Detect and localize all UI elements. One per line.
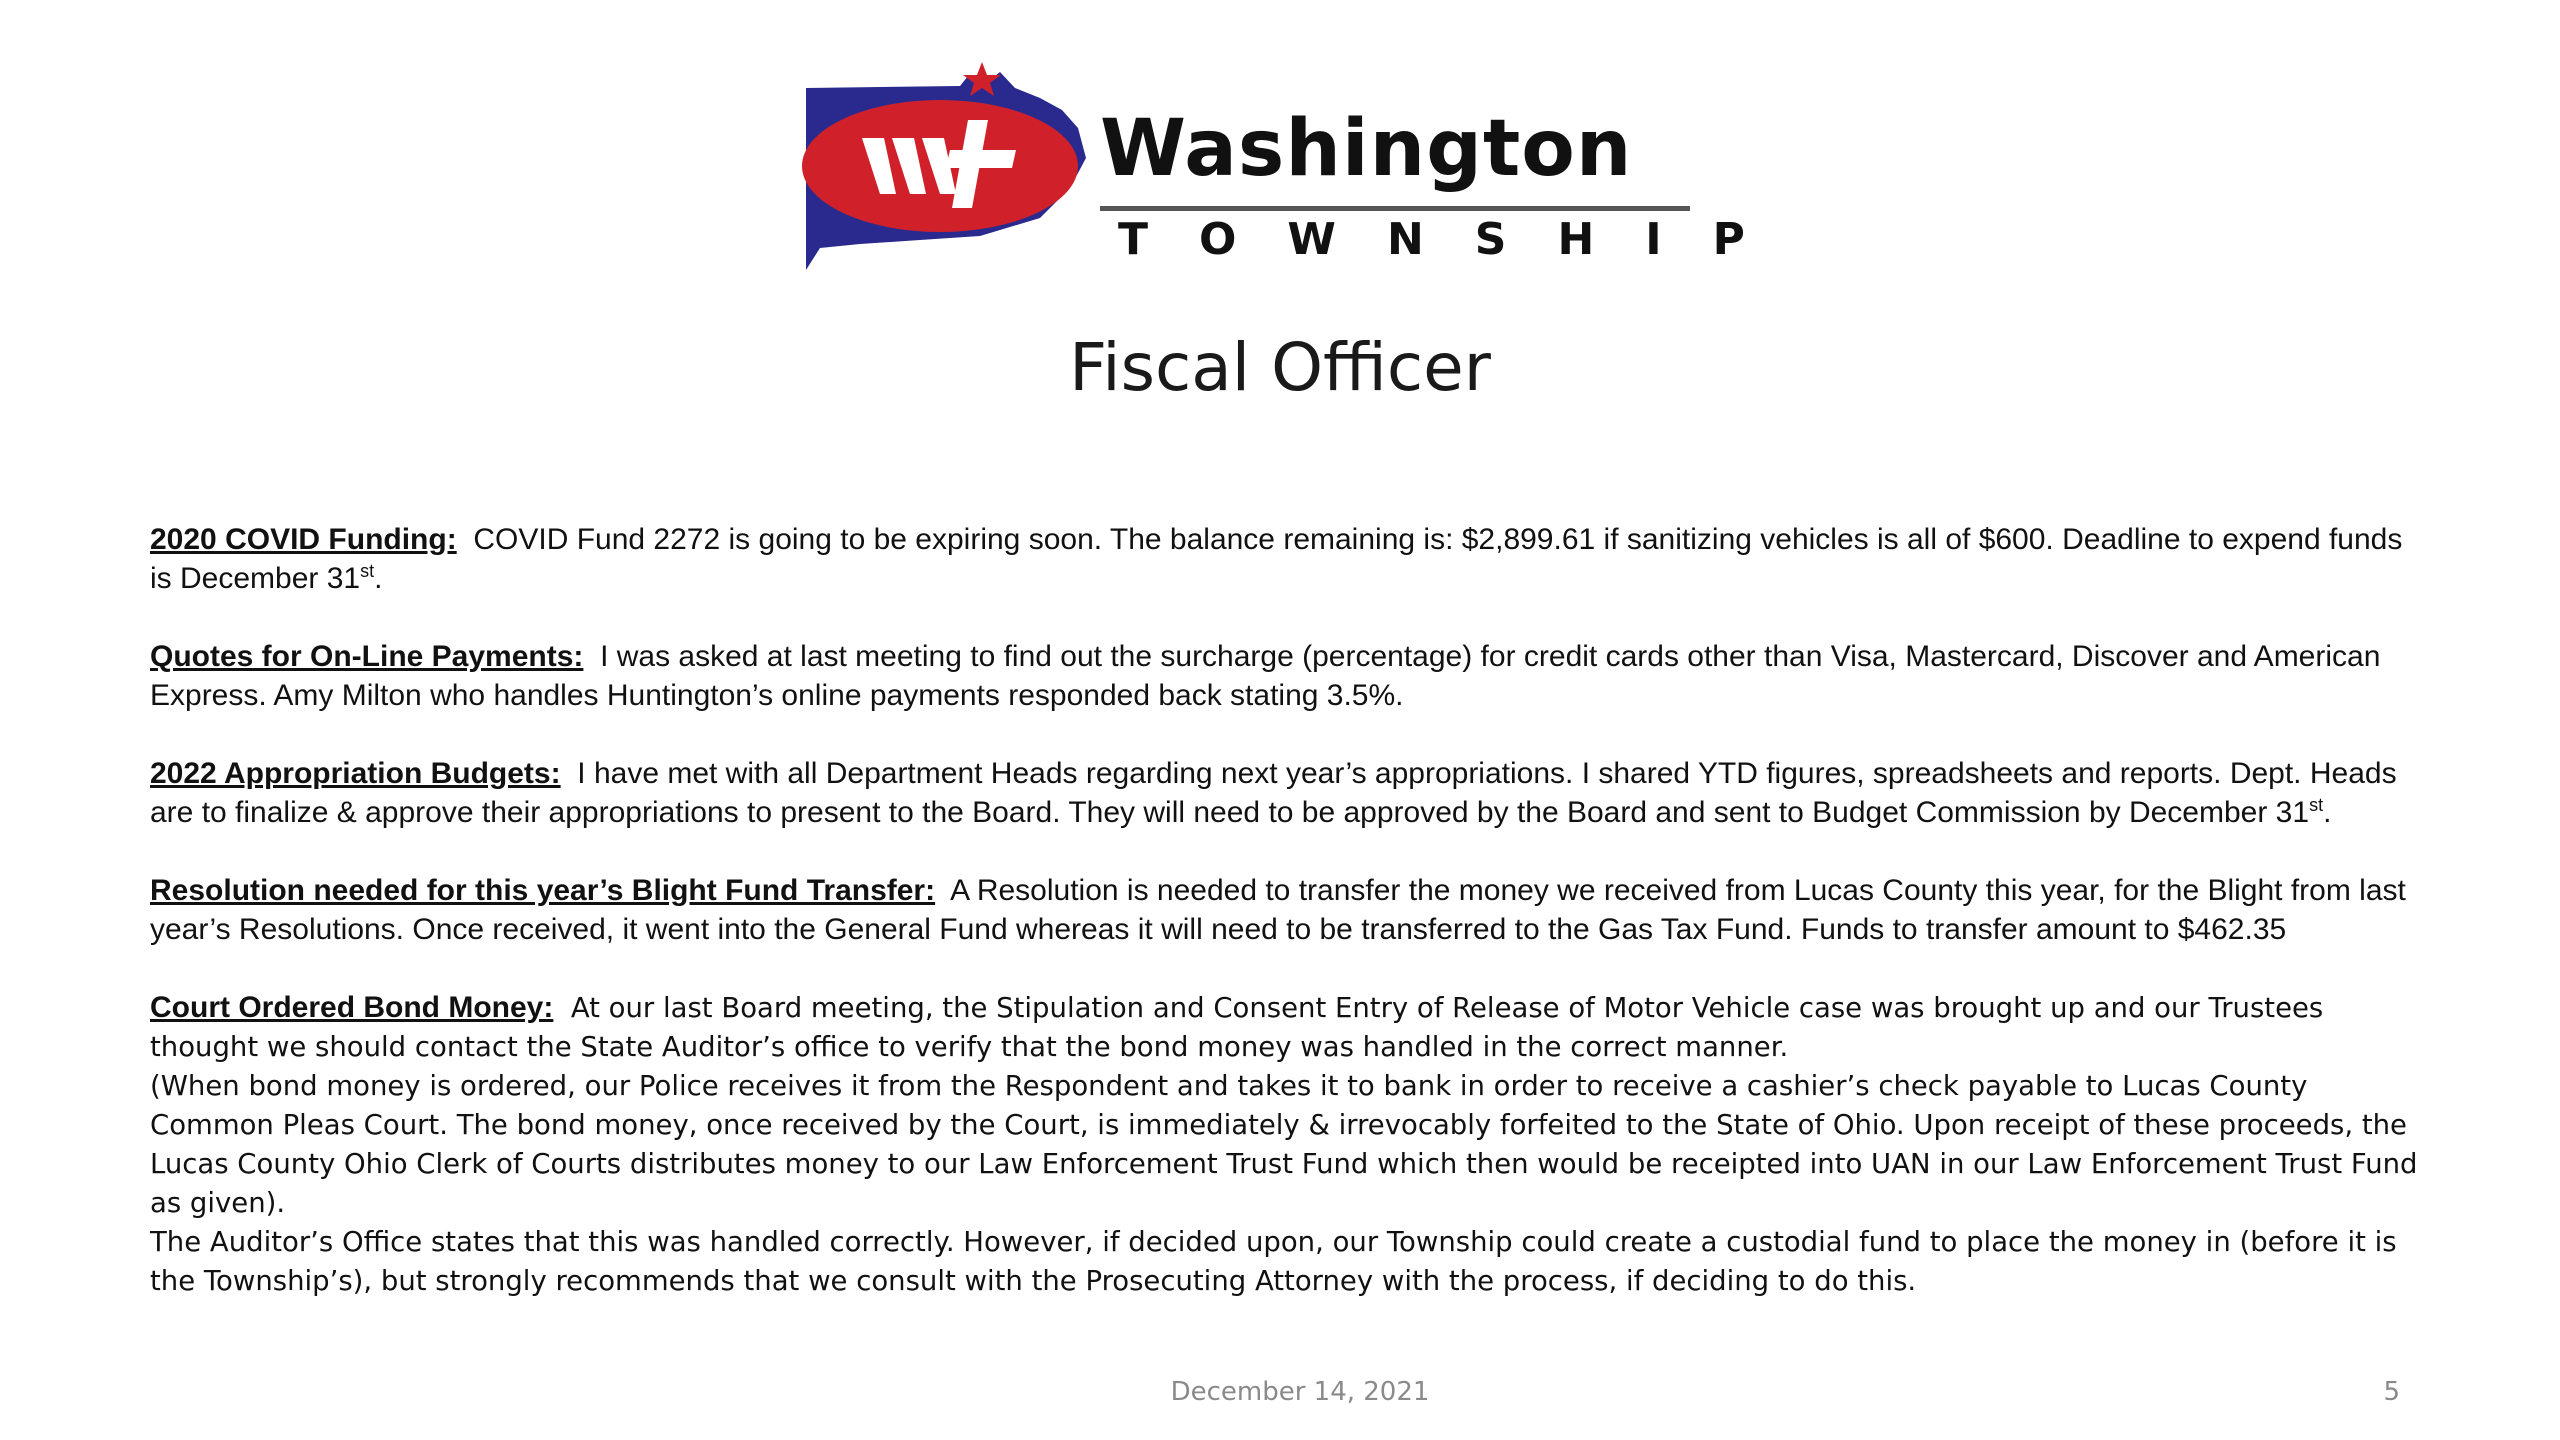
section-text-conclusion: The Auditor’s Office states that this was handled correctly. However, if decided upon, our Township could create a custodial fund to place the money in (before it is the Township’s), but strongly recommends that we consult with the Prosecuting Attorney with the process, if deciding to do this. bbox=[150, 1226, 2397, 1297]
logo-divider bbox=[1100, 206, 1690, 211]
section-appropriation-budgets bbox=[150, 754, 2430, 832]
page-title: Fiscal Officer bbox=[1069, 329, 1491, 406]
section-text: I have met with all Department Heads regarding next year’s appropriations. I shared YTD figures, spreadsheets and reports. Dept. Heads are to finalize & approve their appropriations to present to the Board. They will need to be approved by the Board and sent to Budget Commission by December 31 bbox=[150, 757, 2397, 829]
section-court-ordered-bond bbox=[150, 988, 2430, 1301]
ordinal-suffix: st bbox=[2309, 795, 2324, 815]
section-covid-funding bbox=[150, 520, 2430, 598]
ordinal-suffix: st bbox=[360, 561, 375, 581]
section-heading: 2020 COVID Funding: bbox=[150, 523, 457, 556]
logo-wordmark: Washington bbox=[1100, 104, 1633, 194]
footer-date: December 14, 2021 bbox=[1170, 1377, 1430, 1407]
section-heading: Resolution needed for this year’s Blight Fund Transfer: bbox=[150, 874, 936, 907]
sentence-end: . bbox=[2323, 796, 2332, 829]
report-body bbox=[150, 520, 2430, 1340]
section-text: A Resolution is needed to transfer the money we received from Lucas County this year, for the Blight from last year’s Resolutions. Once received, it went into the General Fund whereas it will need to be transferred to the Gas Tax Fund. Funds to transfer amount to $462.35 bbox=[150, 874, 2406, 946]
washington-township-logo bbox=[800, 58, 1796, 288]
logo-subtitle: TOWNSHIP bbox=[1118, 214, 1796, 265]
section-text-detail: (When bond money is ordered, our Police receives it from the Respondent and takes it to bank in order to receive a cashier’s check payable to Lucas County Common Pleas Court. The bond money, once received by the Court, is immediately & irrevocably forfeited to the State of Ohio. Upon receipt of these proceeds, the Lucas County Ohio Clerk of Courts distributes money to our Law Enforcement Trust Fund which then would be receipted into UAN in our Law Enforcement Trust Fund as given). bbox=[150, 1070, 2418, 1219]
section-heading: 2022 Appropriation Budgets: bbox=[150, 757, 561, 790]
section-online-payments bbox=[150, 637, 2430, 715]
section-text: At our last Board meeting, the Stipulation and Consent Entry of Release of Motor Vehicle case was brought up and our Trustees thought we should contact the State Auditor’s office to verify that the bond money was handled in the correct manner. bbox=[150, 992, 2324, 1063]
page-number: 5 bbox=[2383, 1377, 2400, 1407]
section-blight-fund-transfer bbox=[150, 871, 2430, 949]
section-text: COVID Fund 2272 is going to be expiring soon. The balance remaining is: $2,899.61 if sanitizing vehicles is all of $600. Deadline to expend funds is December 31 bbox=[150, 523, 2403, 595]
sentence-end: . bbox=[374, 562, 383, 595]
section-heading: Quotes for On-Line Payments: bbox=[150, 640, 584, 673]
section-text: I was asked at last meeting to find out the surcharge (percentage) for credit cards other than Visa, Mastercard, Discover and American Express. Amy Milton who handles Huntington’s online payments responded back stating 3.5%. bbox=[150, 640, 2381, 712]
section-heading: Court Ordered Bond Money: bbox=[150, 991, 554, 1024]
